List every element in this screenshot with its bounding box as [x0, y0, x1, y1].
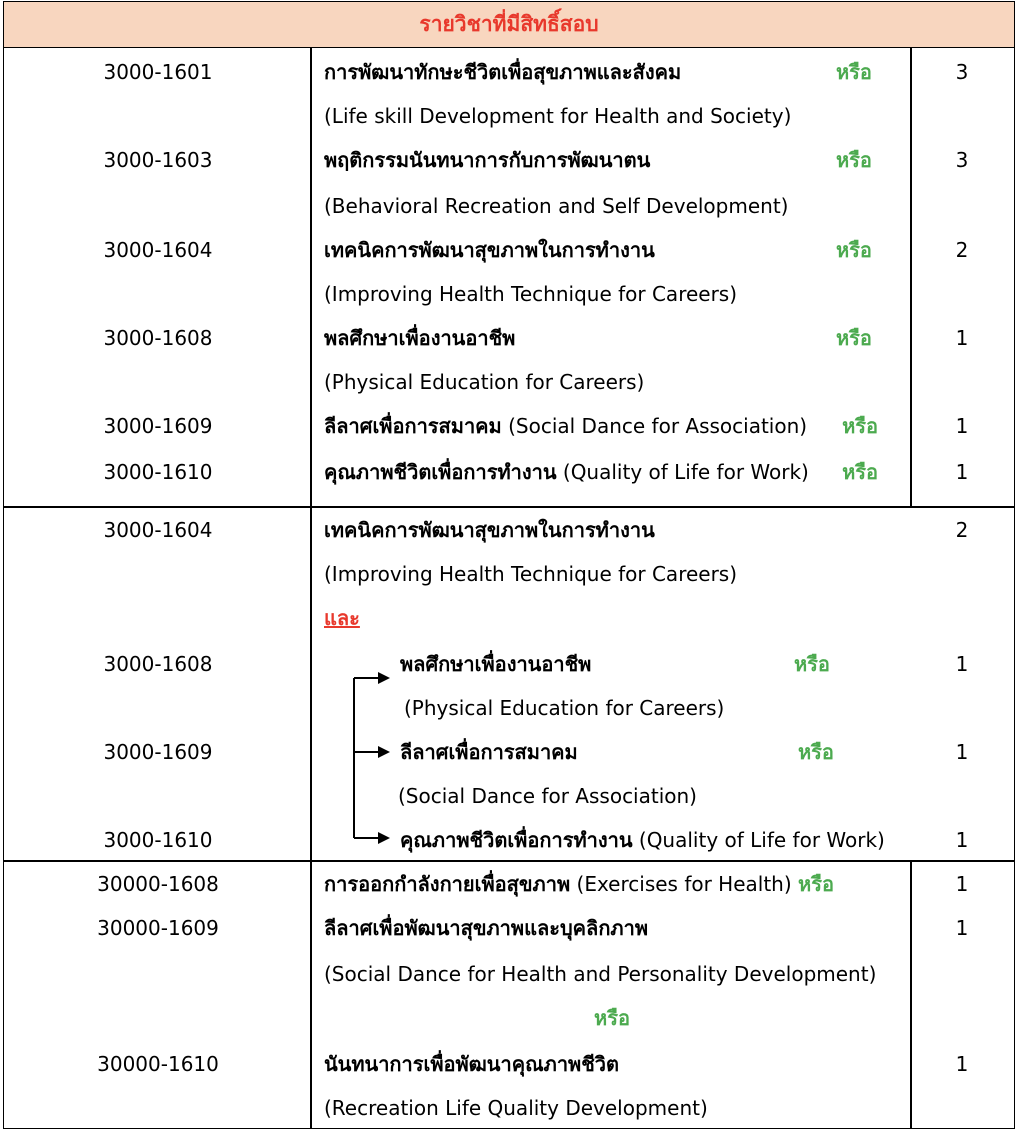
- or-label: หรือ: [836, 326, 872, 350]
- course-name-thai: พลศึกษาเพื่องานอาชีพ: [324, 326, 516, 350]
- course-credits: 1: [955, 740, 969, 764]
- course-row-inline: [400, 828, 885, 852]
- course-name-thai: ลีลาศเพื่อการสมาคม: [400, 740, 578, 764]
- course-name-thai: การออกกำลังกายเพื่อสุขภาพ: [324, 872, 571, 896]
- or-label: หรือ: [798, 740, 834, 764]
- course-name-thai: คุณภาพชีวิตเพื่อการทำงาน: [400, 828, 633, 852]
- table-header: รายวิชาที่มีสิทธิ์สอบ: [4, 2, 1014, 48]
- course-name-thai: การพัฒนาทักษะชีวิตเพื่อสุขภาพและสังคม: [324, 60, 682, 84]
- course-code: 3000-1601: [103, 60, 213, 84]
- course-name-english: (Recreation Life Quality Development): [324, 1096, 708, 1120]
- course-name-english: (Quality of Life for Work): [638, 828, 885, 852]
- course-name-thai: นันทนาการเพื่อพัฒนาคุณภาพชีวิต: [324, 1052, 620, 1076]
- course-code: 30000-1610: [97, 1052, 219, 1076]
- course-name-english: (Improving Health Technique for Careers): [324, 562, 738, 586]
- course-credits: 1: [955, 872, 969, 896]
- course-credits: 2: [955, 518, 969, 542]
- course-name-english: (Quality of Life for Work): [562, 460, 809, 484]
- course-credits: 2: [955, 238, 969, 262]
- course-name-thai: คุณภาพชีวิตเพื่อการทำงาน: [324, 460, 557, 484]
- course-name-english: (Physical Education for Careers): [324, 370, 645, 394]
- course-row-inline: [324, 872, 834, 896]
- course-name-thai: ลีลาศเพื่อการสมาคม: [324, 414, 502, 438]
- course-name-thai: เทคนิคการพัฒนาสุขภาพในการทำงาน: [324, 238, 655, 262]
- course-credits: 1: [955, 916, 969, 940]
- or-label: หรือ: [836, 60, 872, 84]
- course-credits: 1: [955, 326, 969, 350]
- connector-arrows: [344, 652, 396, 852]
- or-label: หรือ: [842, 414, 878, 438]
- or-label: หรือ: [794, 652, 830, 676]
- course-credits: 1: [955, 460, 969, 484]
- or-label: หรือ: [842, 460, 878, 484]
- course-name-thai: พลศึกษาเพื่องานอาชีพ: [400, 652, 592, 676]
- section-divider: [4, 506, 1014, 508]
- course-name-thai: พฤติกรรมนันทนาการกับการพัฒนาตน: [324, 148, 651, 172]
- course-name-english: (Social Dance for Association): [508, 414, 808, 438]
- course-code: 3000-1609: [103, 740, 213, 764]
- or-label: หรือ: [836, 238, 872, 262]
- course-credits: 3: [955, 60, 969, 84]
- course-name-english: (Life skill Development for Health and Society): [324, 104, 792, 128]
- course-code: 3000-1603: [103, 148, 213, 172]
- arrow-right-icon: [378, 832, 390, 844]
- course-credits: 1: [955, 652, 969, 676]
- course-code: 30000-1608: [97, 872, 219, 896]
- course-code: 3000-1610: [103, 828, 213, 852]
- course-name-english: (Social Dance for Association): [398, 784, 697, 808]
- arrow-right-icon: [378, 672, 390, 684]
- course-name-thai: ลีลาศเพื่อพัฒนาสุขภาพและบุคลิกภาพ: [324, 916, 649, 940]
- course-name-english: (Exercises for Health): [576, 872, 792, 896]
- course-code: 3000-1609: [103, 414, 213, 438]
- course-code: 3000-1610: [103, 460, 213, 484]
- course-code: 30000-1609: [97, 916, 219, 940]
- course-credits: 1: [955, 414, 969, 438]
- course-row-inline: [312, 414, 908, 438]
- or-label: หรือ: [836, 148, 872, 172]
- course-row-inline: [312, 460, 908, 484]
- course-credits: 1: [955, 828, 969, 852]
- course-code: 3000-1608: [103, 326, 213, 350]
- course-name-english: (Social Dance for Health and Personality Development): [324, 962, 877, 986]
- column-divider-left: [310, 48, 312, 1128]
- course-credits: 1: [955, 1052, 969, 1076]
- section-divider: [4, 860, 1014, 862]
- or-label: หรือ: [594, 1006, 630, 1030]
- course-name-thai: เทคนิคการพัฒนาสุขภาพในการทำงาน: [324, 518, 655, 542]
- course-name-english: (Physical Education for Careers): [404, 696, 725, 720]
- column-divider-right: [910, 860, 912, 1128]
- course-name-english: (Behavioral Recreation and Self Development): [324, 194, 789, 218]
- course-code: 3000-1608: [103, 652, 213, 676]
- course-code: 3000-1604: [103, 238, 213, 262]
- course-credits: 3: [955, 148, 969, 172]
- course-code: 3000-1604: [103, 518, 213, 542]
- column-divider-right: [910, 48, 912, 508]
- course-table: [3, 1, 1015, 1129]
- arrow-right-icon: [378, 746, 390, 758]
- and-label: และ: [324, 606, 360, 630]
- course-name-english: (Improving Health Technique for Careers): [324, 282, 738, 306]
- or-label: หรือ: [798, 872, 834, 896]
